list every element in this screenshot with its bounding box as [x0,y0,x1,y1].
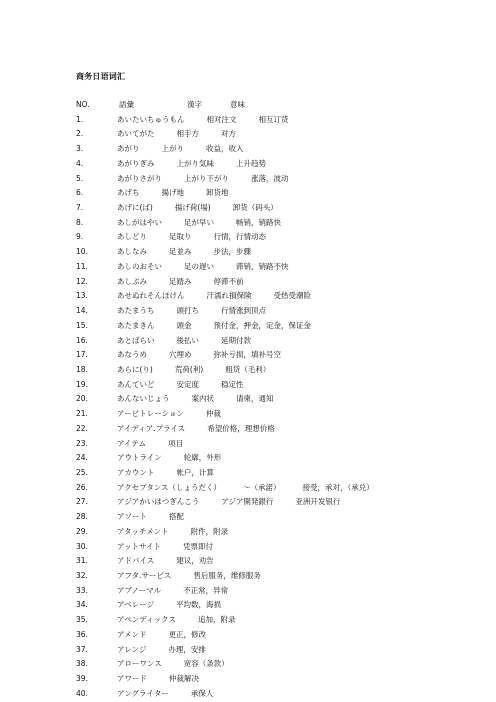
item-meaning: 行情，行情动态 [213,232,266,242]
item-number: 13. [76,291,88,301]
item-term: 安定度 [176,379,199,389]
list-item [76,334,486,349]
item-reading: あしなみ [117,247,147,257]
item-reading: アイディア.プライス [117,423,186,433]
item-term: ～（承諾） [243,482,281,492]
item-meaning: 附件，附录 [190,526,229,536]
item-reading: アウトライン [117,453,162,463]
item-reading: アービトレーション [117,409,184,419]
item-meaning: 收益，收入 [206,144,244,154]
list-item [76,157,486,172]
item-number: 7. [76,203,84,213]
list-item [76,304,486,319]
item-meaning: 帐户，计算 [176,467,214,477]
item-number: 35. [76,615,88,625]
item-number: 14. [76,306,88,316]
item-term: 頭金 [176,320,192,330]
item-term: 上がり [161,144,184,154]
item-reading: アソート [117,512,147,522]
item-reading: アカウント [117,467,155,477]
item-meaning: 上升趋势 [236,158,266,168]
item-reading: あいたいちゅうもん [117,114,185,124]
item-number: 28. [76,512,88,522]
list-item [76,127,486,142]
item-reading: あんないじょう [117,394,170,404]
item-term: 後払い [176,335,199,345]
item-meaning: 步法，步骤 [213,247,251,257]
item-number: 29. [76,526,88,536]
item-number: 25. [76,467,88,477]
list-item [76,422,486,437]
item-reading: アタッチメント [117,526,169,536]
item-term: 汗濡れ損保険 [206,291,252,301]
item-term: 揚げ地 [161,188,184,198]
item-meaning: 延期付款 [221,335,251,345]
list-item [76,260,486,275]
item-reading: アイテム [117,438,146,448]
item-reading: アベレージ [117,600,155,610]
item-number: 24. [76,453,88,463]
header-meaning: 意味 [230,100,245,109]
item-reading: アメンド [117,629,147,639]
item-reading: アワード [117,674,147,684]
list-item [76,289,486,304]
item-number: 33. [76,585,88,595]
item-reading: あいてがた [117,129,155,139]
list-item [76,687,486,702]
item-term: 足取り [169,232,192,242]
header-kanji: 漢字 [187,100,202,109]
item-number: 1. [76,114,84,124]
item-number: 36. [76,629,88,639]
list-item [76,628,486,643]
vocabulary-list [76,98,486,701]
list-item [76,525,486,540]
item-number: 16. [76,335,88,345]
item-meaning: 行情涨到顶点 [221,306,266,316]
item-number: 23. [76,438,88,448]
item-meaning: 追加，附录 [198,615,236,625]
header-vocab: 語彙 [119,100,134,109]
list-item [76,407,486,422]
item-term: 相对注文 [206,114,237,124]
item-meaning: 承保人 [190,688,214,698]
item-meaning: 卸货地 [206,188,229,198]
item-term: アジア開発銀行 [221,497,274,507]
item-number: 27. [76,497,88,507]
list-item [76,672,486,687]
item-meaning: 希望价格，理想价格 [207,423,275,433]
item-number: 40. [76,688,88,698]
item-reading: あとばらい [117,335,155,345]
list-item [76,319,486,334]
item-meaning: 项目 [167,438,183,448]
item-meaning: 宽容（条款） [183,659,229,669]
item-meaning: 平均数，海损 [176,600,222,610]
item-meaning: 滞销，销路不快 [236,261,289,271]
item-number: 4. [76,158,84,168]
item-meaning: 仲裁 [205,409,221,419]
item-number: 39. [76,674,88,684]
item-number: 9. [76,232,84,242]
item-reading: あしぶみ [117,276,147,286]
item-reading: アフタ.サービス [117,571,172,580]
item-meaning: 畅销，销路快 [236,217,281,227]
item-number: 30. [76,541,88,551]
item-reading: アットサイト [117,541,161,551]
item-number: 34. [76,600,88,610]
item-meaning: 弥补亏损，填补号空 [213,350,281,360]
item-meaning: 亚洲开发银行 [295,497,341,507]
item-meaning: 轮廓，外形 [183,453,222,463]
list-item [76,392,486,407]
item-number: 12. [76,276,88,286]
item-reading: アペンディックス [117,615,177,625]
item-meaning: 建议，劝告 [176,556,214,566]
item-reading: あがりぎみ [117,158,155,168]
item-term: 揚げ荷(場) [174,203,211,213]
item-meaning: 受热受潮险 [273,291,311,301]
item-term: 足の遅い [184,261,214,271]
item-meaning: 售后服务，维修服务 [193,571,261,580]
item-term: 足踏み [169,276,192,286]
item-meaning: 请柬，通知 [236,394,274,404]
item-term: 頭打ち [176,306,199,316]
item-term: 足並み [169,247,192,257]
item-reading: あらに(り) [117,364,153,374]
item-number: 8. [76,217,84,227]
item-meaning: 不正常，异常 [183,585,229,595]
item-meaning: 稳定性 [221,379,244,389]
item-number: 2. [76,129,84,139]
list-item [76,481,486,496]
list-item [76,113,486,128]
item-reading: あがり [117,144,140,154]
item-number: 18. [76,364,88,374]
list-item [76,657,486,672]
item-reading: アドバイス [117,556,155,566]
item-number: 15. [76,320,88,330]
item-reading: あたまうち [117,306,155,316]
list-item [76,172,486,187]
item-meaning: 对方 [221,129,236,139]
list-item [76,451,486,466]
item-meaning: 卸货（码头） [232,203,278,213]
item-reading: あたまきん [117,320,155,330]
list-item [76,598,486,613]
item-number: 37. [76,644,88,654]
list-item [76,554,486,569]
item-meaning: 接受，承对，（承兑） [302,482,374,492]
item-reading: アクセプタンス（しょうだく） [117,482,222,492]
item-reading: あしがはやい [117,217,162,227]
item-reading: アレンジ [117,644,147,654]
item-meaning: 预付金，押金，定金，保证金 [213,320,311,330]
list-item [76,540,486,555]
item-number: 3. [76,144,84,154]
item-reading: あげに(ば) [117,203,153,213]
item-meaning: 搭配 [169,512,184,522]
item-number: 20. [76,394,88,404]
item-number: 22. [76,423,88,433]
list-item [76,142,486,157]
list-header [76,98,486,113]
item-number: 10. [76,247,88,257]
item-term: 穴埋め [169,350,192,360]
list-item [76,245,486,260]
item-reading: アローワンス [117,659,162,669]
list-item [76,643,486,658]
list-item [76,613,486,628]
item-term: 上がり下がり [184,173,229,183]
item-meaning: 更正，修改 [168,629,207,639]
list-item [76,378,486,393]
item-term: 上がり気味 [176,158,214,168]
item-reading: あせぬれそんほけん [117,291,185,301]
item-number: 6. [76,188,84,198]
item-reading: あなうめ [117,350,147,360]
list-item [76,216,486,231]
header-no: NO. [76,100,90,109]
item-term: 案内状 [191,394,214,404]
list-item [76,584,486,599]
item-number: 19. [76,379,88,389]
item-reading: アブノーマル [117,585,162,595]
list-item [76,348,486,363]
page-title: 商务日语词汇 [76,72,126,81]
item-meaning: 相互订货 [258,114,289,124]
item-term: 足が早い [184,217,214,227]
item-number: 31. [76,556,88,566]
item-meaning: 停滞不前 [213,276,244,286]
vocabulary-rows [76,113,486,702]
item-number: 26. [76,482,88,492]
item-reading: アングライター [117,688,169,698]
item-number: 11. [76,261,88,271]
list-item [76,510,486,525]
item-reading: あげち [117,188,140,198]
list-item [76,437,486,452]
item-meaning: 凭票即付 [182,541,213,551]
item-number: 21. [76,409,88,419]
item-reading: あしどり [117,232,147,242]
item-meaning: 粗货（毛利） [225,364,271,374]
item-number: 5. [76,173,84,183]
list-item [76,201,486,216]
list-item [76,569,486,584]
item-reading: あんていど [117,379,155,389]
item-meaning: 涨落，波动 [251,173,289,183]
item-number: 17. [76,350,88,360]
item-reading: あしのおそい [117,261,162,271]
item-number: 32. [76,571,88,580]
item-meaning: 办理，安排 [168,644,206,654]
item-reading: あがりさがり [117,173,162,183]
list-item [76,186,486,201]
item-reading: アジアかいはつぎんこう [117,497,200,507]
list-item [76,363,486,378]
item-meaning: 仲裁解决 [169,674,199,684]
item-term: 荒荷(利) [174,364,204,374]
list-item [76,275,486,290]
item-number: 38. [76,659,88,669]
list-item [76,466,486,481]
list-item [76,230,486,245]
item-term: 相手方 [176,129,199,139]
list-item [76,495,486,510]
